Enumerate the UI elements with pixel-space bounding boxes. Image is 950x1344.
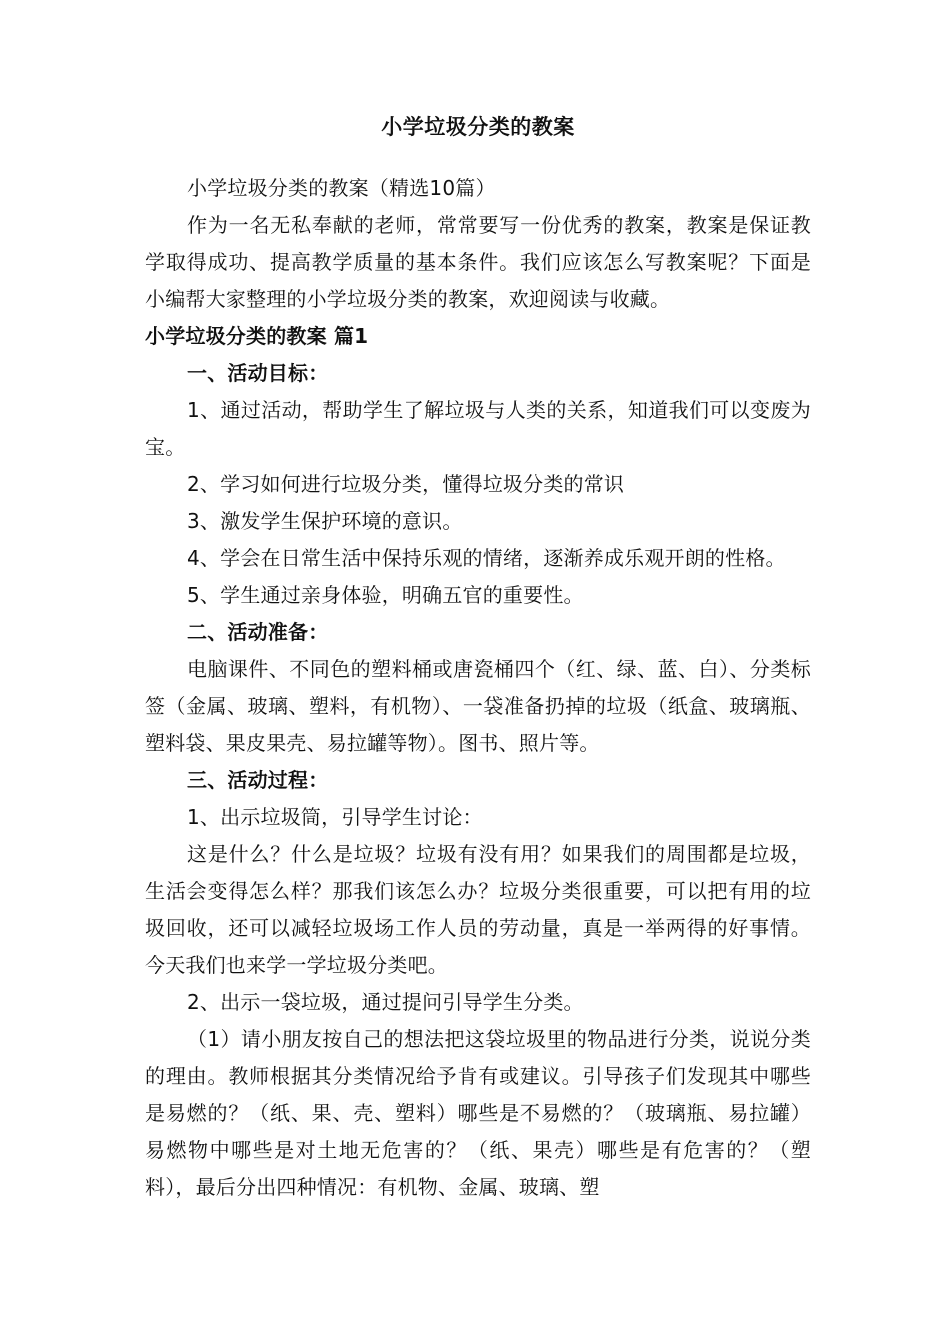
heading-activity-process: 三、活动过程：: [187, 768, 329, 792]
heading-activity-preparation: 二、活动准备：: [187, 620, 329, 644]
document-page: [145, 112, 811, 1206]
goal-item: 4、学会在日常生活中保持乐观的情绪，逐渐养成乐观开朗的性格。: [187, 546, 786, 570]
process-step: 1、出示垃圾筒，引导学生讨论：: [187, 805, 483, 829]
document-title: 小学垃圾分类的教案: [381, 115, 575, 139]
goal-item: 5、学生通过亲身体验，明确五官的重要性。: [187, 583, 584, 607]
document-subtitle: 小学垃圾分类的教案（精选10篇）: [187, 176, 496, 200]
intro-paragraph: 作为一名无私奉献的老师，常常要写一份优秀的教案，教案是保证教学取得成功、提高教学质量的基本条件。我们应该怎么写教案呢？下面是小编帮大家整理的小学垃圾分类的教案，欢迎阅读与收藏。: [145, 213, 811, 311]
goal-item: 3、激发学生保护环境的意识。: [187, 509, 463, 533]
process-step: 2、出示一袋垃圾，通过提问引导学生分类。: [187, 990, 584, 1014]
goal-item: 2、学习如何进行垃圾分类，懂得垃圾分类的常识: [187, 472, 625, 496]
process-paragraph: （1）请小朋友按自己的想法把这袋垃圾里的物品进行分类，说说分类的理由。教师根据其分类情况给予肯有或建议。引导孩子们发现其中哪些是易燃的？（纸、果、壳、塑料）哪些是不易燃的？（玻璃瓶、易拉罐）易燃物中哪些是对土地无危害的？（纸、果壳）哪些是有危害的？（塑料），最后分出四种情况：有机物、金属、玻璃、塑: [145, 1027, 811, 1199]
goal-item: 1、通过活动，帮助学生了解垃圾与人类的关系，知道我们可以变废为宝。: [145, 398, 811, 459]
preparation-paragraph: 电脑课件、不同色的塑料桶或唐瓷桶四个（红、绿、蓝、白）、分类标签（金属、玻璃、塑料，有机物）、一袋准备扔掉的垃圾（纸盒、玻璃瓶、塑料袋、果皮果壳、易拉罐等物）。图书、照片等。: [145, 657, 811, 755]
section-heading: 小学垃圾分类的教案 篇1: [145, 324, 369, 348]
heading-activity-goals: 一、活动目标：: [187, 361, 329, 385]
process-paragraph: 这是什么？什么是垃圾？垃圾有没有用？如果我们的周围都是垃圾，生活会变得怎么样？那我们该怎么办？垃圾分类很重要，可以把有用的垃圾回收，还可以减轻垃圾场工作人员的劳动量，真是一举两得的好事情。今天我们也来学一学垃圾分类吧。: [145, 842, 811, 977]
